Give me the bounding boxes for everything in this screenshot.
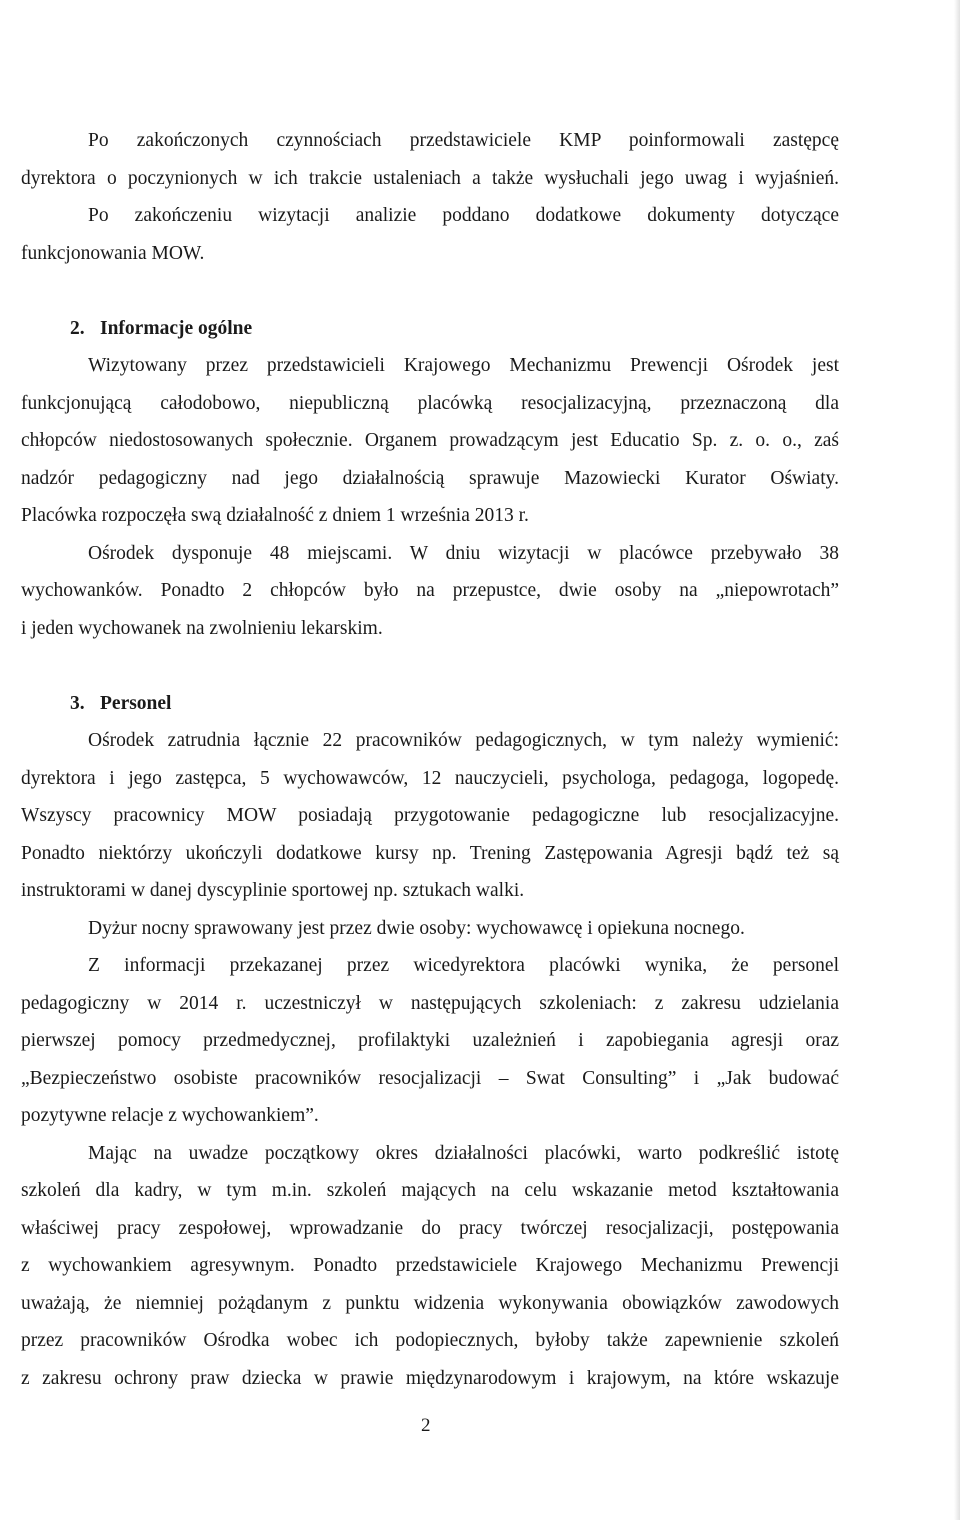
text-line: Po zakończeniu wizytacji analizie poddano dodatkowe dokumenty dotyczące — [88, 205, 839, 226]
text-line: wychowanków. Ponadto 2 chłopców było na przepustce, dwie osoby na „niepowrotach” — [21, 580, 839, 601]
section-title: Informacje ogólne — [100, 318, 253, 339]
text-line: z zakresu ochrony praw dziecka w prawie międzynarodowym i krajowym, na które wskazuje — [21, 1368, 839, 1389]
text-line: Dyżur nocny sprawowany jest przez dwie osoby: wychowawcę i opiekuna nocnego. — [88, 918, 745, 939]
text-line: funkcjonującą całodobowo, niepubliczną placówką resocjalizacyjną, przeznaczoną dla — [21, 393, 839, 414]
text-line: Ośrodek dysponuje 48 miejscami. W dniu wizytacji w placówce przebywało 38 — [88, 543, 839, 564]
text-line: Po zakończonych czynnościach przedstawiciele KMP poinformowali zastępcę — [88, 130, 839, 151]
text-line: nadzór pedagogiczny nad jego działalnością sprawuje Mazowiecki Kurator Oświaty. — [21, 468, 839, 489]
section-number: 3. — [70, 693, 85, 714]
page-number: 2 — [421, 1415, 431, 1436]
text-line: instruktorami w danej dyscyplinie sportowej np. sztukach walki. — [21, 880, 525, 901]
text-line: uważają, że niemniej pożądanym z punktu widzenia wykonywania obowiązków zawodowych — [21, 1293, 839, 1314]
text-line: Ponadto niektórzy ukończyli dodatkowe kursy np. Trening Zastępowania Agresji bądź też są — [21, 843, 839, 864]
text-line: Ośrodek zatrudnia łącznie 22 pracowników pedagogicznych, w tym należy wymienić: — [88, 730, 839, 751]
text-line: właściwej pracy zespołowej, wprowadzanie do pracy twórczej resocjalizacji, postępowania — [21, 1218, 839, 1239]
text-line: pozytywne relacje z wychowankiem”. — [21, 1105, 319, 1126]
text-line: dyrektora o poczynionych w ich trakcie ustaleniach a także wysłuchali jego uwag i wyjaśnień. — [21, 168, 839, 189]
text-line: Z informacji przekazanej przez wicedyrektora placówki wynika, że personel — [88, 955, 839, 976]
text-line: Wizytowany przez przedstawicieli Krajowego Mechanizmu Prewencji Ośrodek jest — [88, 355, 839, 376]
text-line: Placówka rozpoczęła swą działalność z dniem 1 września 2013 r. — [21, 505, 529, 526]
section-heading-2 — [70, 317, 252, 341]
text-line: Wszyscy pracownicy MOW posiadają przygotowanie pedagogiczne lub resocjalizacyjne. — [21, 805, 839, 826]
section-heading-3 — [70, 692, 171, 716]
text-line: dyrektora i jego zastępca, 5 wychowawców, 12 nauczycieli, psychologa, pedagoga, logopedę. — [21, 768, 839, 789]
page-edge-shadow — [954, 0, 960, 1520]
text-line: chłopców niedostosowanych społecznie. Organem prowadzącym jest Educatio Sp. z. o. o., zaś — [21, 430, 839, 451]
text-line: szkoleń dla kadry, w tym m.in. szkoleń mających na celu wskazanie metod kształtowania — [21, 1180, 839, 1201]
section-title: Personel — [100, 693, 172, 714]
text-line: Mając na uwadze początkowy okres działalności placówki, warto podkreślić istotę — [88, 1143, 839, 1164]
text-line: pierwszej pomocy przedmedycznej, profilaktyki uzależnień i zapobiegania agresji oraz — [21, 1030, 839, 1051]
text-line: „Bezpieczeństwo osobiste pracowników resocjalizacji – Swat Consulting” i „Jak budować — [21, 1068, 839, 1089]
text-line: i jeden wychowanek na zwolnieniu lekarskim. — [21, 618, 383, 639]
text-line: przez pracowników Ośrodka wobec ich podopiecznych, byłoby także zapewnienie szkoleń — [21, 1330, 839, 1351]
text-line: pedagogiczny w 2014 r. uczestniczył w następujących szkoleniach: z zakresu udzielania — [21, 993, 839, 1014]
text-line: z wychowankiem agresywnym. Ponadto przedstawiciele Krajowego Mechanizmu Prewencji — [21, 1255, 839, 1276]
section-number: 2. — [70, 318, 85, 339]
text-line: funkcjonowania MOW. — [21, 243, 205, 264]
